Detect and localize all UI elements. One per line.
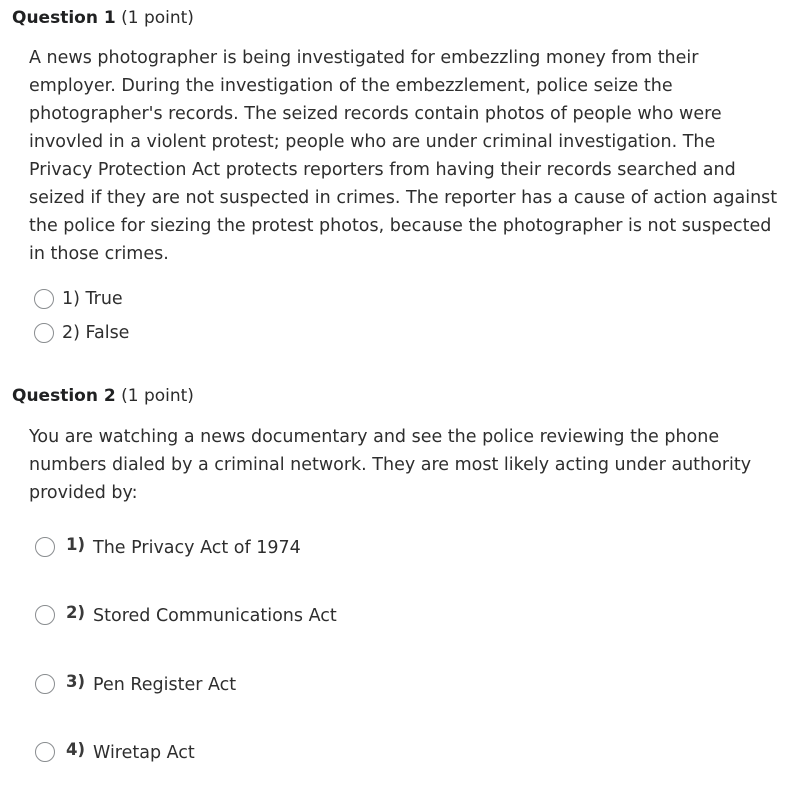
option-label[interactable]: Pen Register Act: [93, 675, 237, 695]
radio-button[interactable]: [35, 742, 55, 762]
question-1-stem-line: Privacy Protection Act protects reporters from having their records searched and: [29, 160, 736, 180]
option-label[interactable]: The Privacy Act of 1974: [93, 538, 301, 558]
question-2-option-wiretap-act[interactable]: [35, 739, 195, 763]
radio-button[interactable]: [35, 674, 55, 694]
question-2-points: (1 point): [121, 386, 194, 406]
option-number: 2): [66, 602, 86, 622]
radio-button[interactable]: [35, 605, 55, 625]
question-2-header: [12, 386, 194, 406]
question-1-stem-line: A news photographer is being investigated for embezzling money from their: [29, 48, 699, 68]
question-1-option-true[interactable]: [34, 289, 123, 309]
question-2-option-privacy-act[interactable]: [35, 534, 301, 558]
question-1-stem-line: in those crimes.: [29, 244, 169, 264]
radio-button[interactable]: [34, 323, 54, 343]
question-2-title: Question 2: [12, 386, 116, 406]
question-1-stem-line: invovled in a violent protest; people who are under criminal investigation. The: [29, 132, 716, 152]
question-2-stem-line: numbers dialed by a criminal network. They are most likely acting under authority: [29, 455, 752, 475]
question-2-stem-line: You are watching a news documentary and see the police reviewing the phone: [29, 427, 720, 447]
question-2-stem: [29, 423, 769, 507]
option-label[interactable]: 1) True: [62, 289, 123, 309]
question-2-option-pen-register-act[interactable]: [35, 671, 237, 695]
option-number: 3): [66, 671, 86, 691]
option-number: 4): [66, 739, 86, 759]
radio-button[interactable]: [34, 289, 54, 309]
question-1-stem-line: employer. During the investigation of the embezzlement, police seize the: [29, 76, 673, 96]
option-number: 1): [66, 534, 86, 554]
option-label[interactable]: Stored Communications Act: [93, 606, 337, 626]
question-2-stem-line: provided by:: [29, 483, 138, 503]
question-1-header: [12, 8, 194, 28]
question-1-stem-line: photographer's records. The seized records contain photos of people who were: [29, 104, 722, 124]
option-label[interactable]: Wiretap Act: [93, 743, 195, 763]
option-label[interactable]: 2) False: [62, 323, 130, 343]
question-2-option-stored-communications-act[interactable]: [35, 602, 337, 626]
question-1-option-false[interactable]: [34, 323, 129, 343]
question-1-stem: [29, 44, 778, 268]
radio-button[interactable]: [35, 537, 55, 557]
question-1-stem-line: seized if they are not suspected in crimes. The reporter has a cause of action against: [29, 188, 778, 208]
question-1-points: (1 point): [121, 8, 194, 28]
question-1-stem-line: the police for siezing the protest photos, because the photographer is not suspected: [29, 216, 772, 236]
question-1-title: Question 1: [12, 8, 116, 28]
